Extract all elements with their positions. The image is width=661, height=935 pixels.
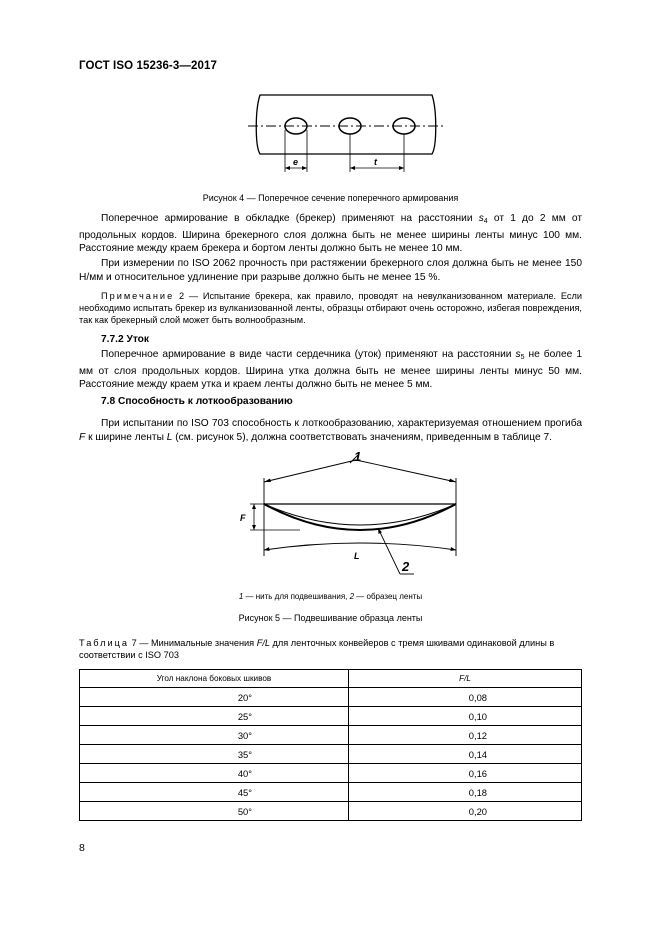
belt-section-outline [256, 95, 436, 154]
figure-4-caption: Рисунок 4 — Поперечное сечение поперечного армирования [202, 193, 459, 203]
column-header-angle: Угол наклона боковых шкивов [80, 670, 349, 688]
section-7-7-2-heading: 7.7.2 Уток [101, 334, 150, 345]
angle-cell: 35° [80, 745, 349, 764]
ratio-cell: 0,12 [349, 726, 582, 745]
angle-cell: 30° [80, 726, 349, 745]
angle-cell: 45° [80, 783, 349, 802]
figure-4-cross-section [246, 88, 446, 180]
label-2: 2 [402, 559, 410, 574]
table-row [80, 802, 582, 821]
belt-sample-lower [264, 504, 456, 530]
ratio-cell: 0,10 [349, 707, 582, 726]
dimension-line-L [264, 543, 456, 550]
belt-sample-upper [264, 504, 456, 525]
paragraph-troughability: При испытании по ISO 703 способность к лоткообразованию, характеризуемая отношением прогиба F к ширине ленты L (см. рисунок 5), должна соответствовать значениям, приведенным в таблице 7. [79, 418, 582, 443]
table-row [80, 764, 582, 783]
ratio-cell: 0,18 [349, 783, 582, 802]
figure-5-legend: 1 — нить для подвешивания, 2 — образец ленты [238, 592, 423, 601]
table-7 [79, 669, 582, 821]
paragraph-breaker: Поперечное армирование в обкладке (брекер) применяют на расстоянии $s_4$ от 1 до 2 мм от продольных кордов. Ширина брекерного слоя должна быть не менее ширины ленты минус 100 мм. Расстояние между краем брекера и бортом ленты должно быть не менее 10 мм. [79, 213, 583, 255]
paragraph-weft: Поперечное армирование в виде части сердечника (уток) применяют на расстоянии $s_5$ не более 1 мм от слоя продольных кордов. Ширина утка должна быть не менее ширины ленты минус 50 мм. Расстояние между краем утка и краем ленты должно быть не менее 5 мм. [79, 349, 582, 391]
leader-2 [378, 528, 400, 574]
figure-5-belt-suspension [232, 448, 472, 588]
ratio-cell: 0,08 [349, 688, 582, 707]
table-row [80, 783, 582, 802]
ratio-cell: 0,16 [349, 764, 582, 783]
note-2: Примечание 2 — Испытание брекера, как правило, проводят на невулканизованном материале. Если необходимо испытать брекер из вулканизованной ленты, образцы отбирают очень осторожно, избегая повреждения, так как брекерный слой может быть волнообразным. [79, 291, 582, 326]
angle-cell: 50° [80, 802, 349, 821]
angle-cell: 40° [80, 764, 349, 783]
angle-cell: 20° [80, 688, 349, 707]
ratio-cell: 0,14 [349, 745, 582, 764]
label-F: F [240, 513, 246, 523]
page-number: 8 [79, 842, 85, 854]
column-header-ratio: F/L [349, 670, 582, 688]
table-header-row [80, 670, 582, 688]
thread-right [356, 460, 456, 482]
label-e: e [293, 157, 299, 167]
ratio-cell: 0,20 [349, 802, 582, 821]
paragraph-breaker-strength: При измерении по ISO 2062 прочность при растяжении брекерного слоя должна быть не менее 150 Н/мм и относительное удлинение при разрыве должно быть не менее 15 %. [79, 258, 582, 283]
table-row [80, 707, 582, 726]
thread-left [264, 460, 356, 482]
angle-cell: 25° [80, 707, 349, 726]
document-header: ГОСТ ISO 15236-3—2017 [79, 60, 217, 72]
table-7-caption: Таблица 7 — Минимальные значения F/L для ленточных конвейеров с тремя шкивами одинаковой длины в соответствии с ISO 703 [79, 638, 555, 661]
table-row [80, 688, 582, 707]
section-7-8-heading: 7.8 Способность к лоткообразованию [101, 396, 293, 407]
label-L: L [354, 551, 360, 561]
table-row [80, 745, 582, 764]
label-1: 1 [354, 449, 362, 464]
figure-5-caption: Рисунок 5 — Подвешивание образца ленты [238, 613, 423, 623]
table-row [80, 726, 582, 745]
label-t: t [374, 157, 377, 167]
